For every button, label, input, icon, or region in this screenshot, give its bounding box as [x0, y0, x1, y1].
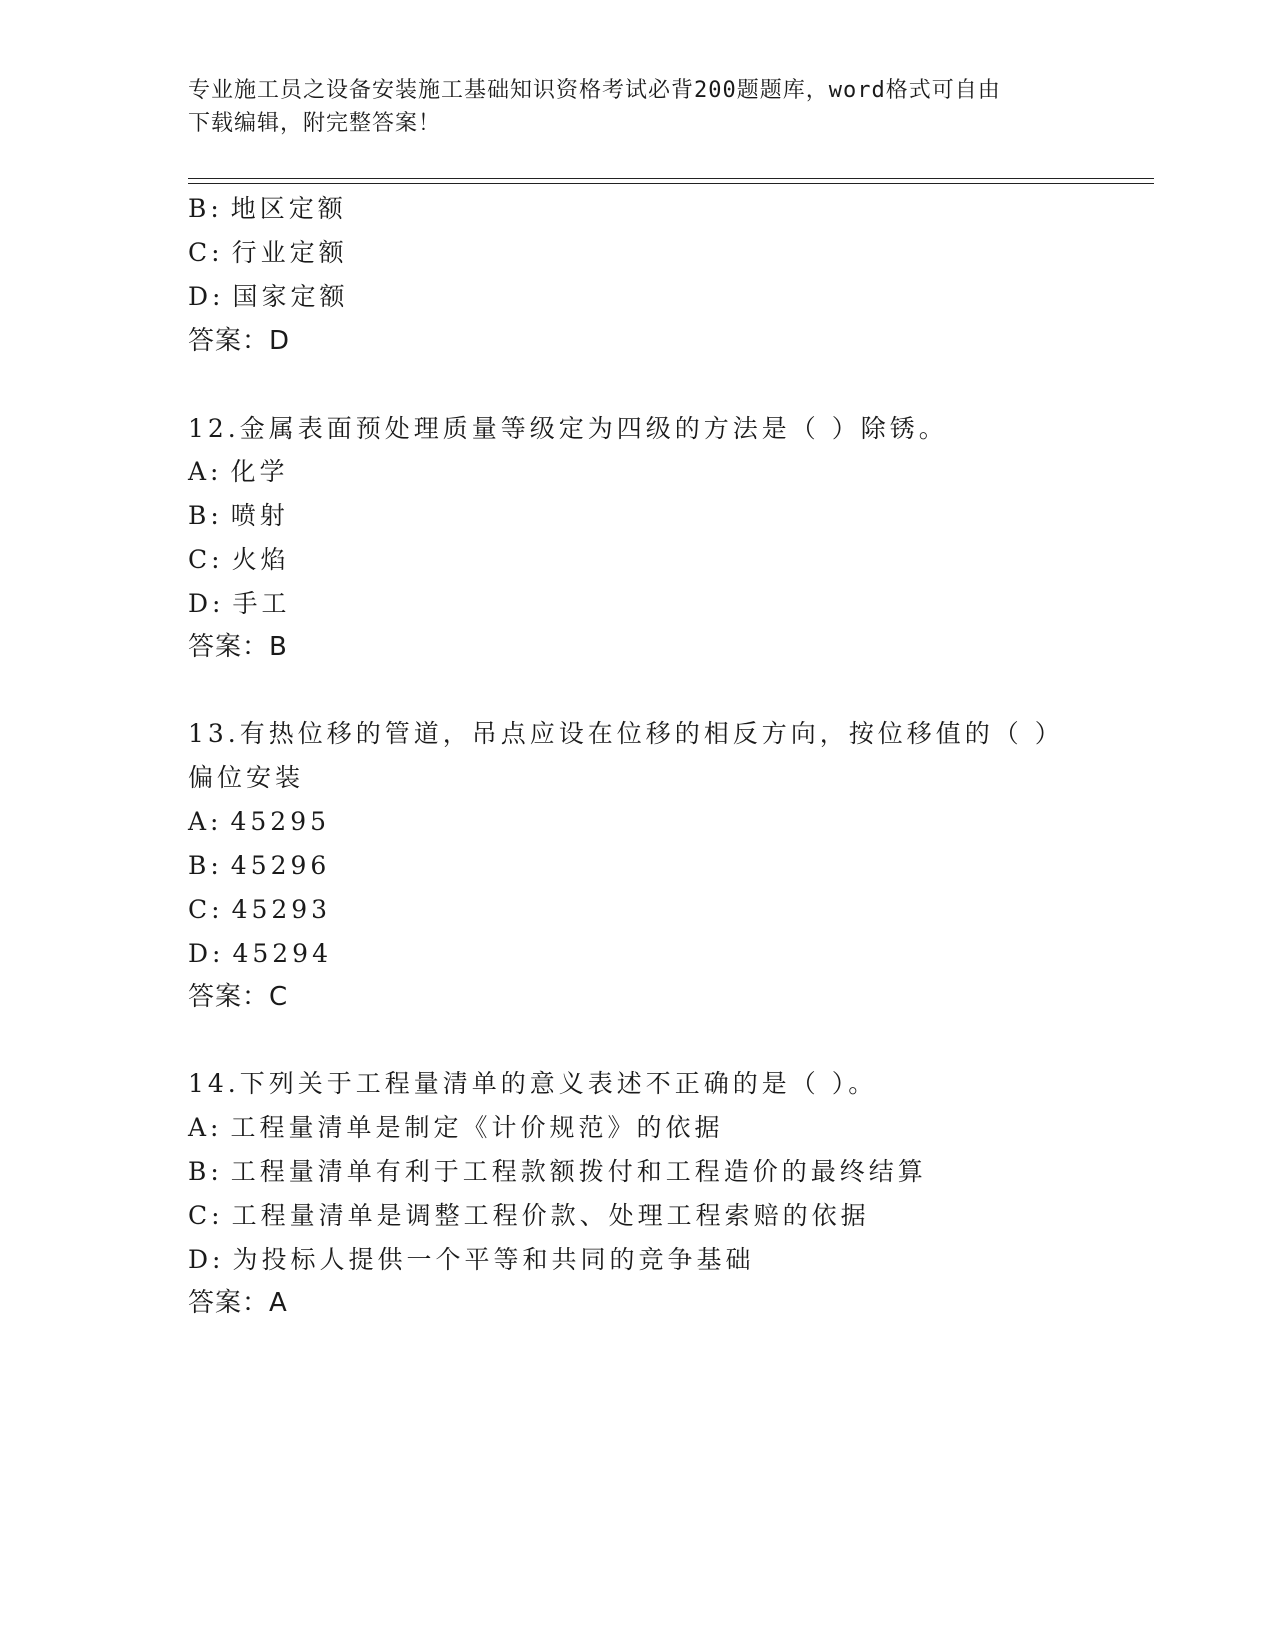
option-label: C:	[188, 238, 224, 267]
option-label: D:	[188, 589, 225, 618]
option-label: B:	[188, 501, 223, 530]
option-label: B:	[188, 194, 223, 223]
option-text: 45295	[230, 807, 331, 836]
q14-answer: 答案：A	[188, 1288, 288, 1318]
q12-option-c	[188, 544, 290, 576]
q11-answer: 答案：D	[188, 326, 291, 356]
option-text: 45294	[232, 939, 332, 968]
q12-option-d	[188, 588, 290, 620]
header-line-2: 下载编辑，附完整答案！	[188, 111, 442, 136]
q12-option-b	[188, 500, 289, 532]
option-text: 工程量清单有利于工程款额拨付和工程造价的最终结算	[230, 1157, 927, 1186]
option-label: D:	[188, 282, 225, 311]
option-text: 工程量清单是调整工程价款、处理工程索赔的依据	[231, 1201, 870, 1230]
option-label: B:	[188, 1157, 223, 1186]
q13-option-d	[188, 938, 332, 970]
header-divider-top	[188, 178, 1154, 179]
option-label: C:	[188, 545, 224, 574]
option-text: 手工	[232, 589, 291, 618]
document-header	[188, 74, 1068, 140]
option-text: 火焰	[231, 545, 290, 574]
option-text: 喷射	[230, 501, 289, 530]
option-text: 地区定额	[230, 194, 347, 223]
q13-question-line-2: 偏位安装	[188, 763, 305, 792]
option-label: A:	[188, 807, 223, 836]
q13-option-b	[188, 850, 330, 882]
option-text: 化学	[230, 457, 289, 486]
q13-question-line-1: 13.有热位移的管道，吊点应设在位移的相反方向，按位移值的（ ）	[188, 719, 1064, 748]
q14-option-c	[188, 1200, 870, 1232]
option-label: B:	[188, 851, 223, 880]
option-label: D:	[188, 1245, 225, 1274]
q14-option-d	[188, 1244, 754, 1276]
option-text: 45293	[231, 895, 332, 924]
q13-option-a	[188, 806, 330, 838]
option-text: 为投标人提供一个平等和共同的竞争基础	[232, 1245, 755, 1274]
q13-answer: 答案：C	[188, 982, 289, 1012]
option-label: A:	[188, 1113, 223, 1142]
q14-question: 14.下列关于工程量清单的意义表述不正确的是（ ）。	[188, 1069, 878, 1098]
option-text: 工程量清单是制定《计价规范》的依据	[230, 1113, 724, 1142]
option-text: 行业定额	[231, 238, 348, 267]
option-label: C:	[188, 1201, 224, 1230]
option-text: 国家定额	[232, 282, 349, 311]
q13-option-c	[188, 894, 331, 926]
option-label: A:	[188, 457, 223, 486]
q12-question: 12.金属表面预处理质量等级定为四级的方法是（ ）除锈。	[188, 414, 948, 443]
option-label: C:	[188, 895, 224, 924]
q14-option-b	[188, 1156, 927, 1188]
q11-option-d	[188, 281, 348, 313]
header-divider-bottom	[188, 183, 1154, 184]
header-line-1: 专业施工员之设备安装施工基础知识资格考试必背200题题库，word格式可自由	[188, 78, 1001, 103]
q11-option-b	[188, 193, 347, 225]
q11-option-c	[188, 237, 348, 269]
q12-answer: 答案：B	[188, 632, 288, 662]
option-label: D:	[188, 939, 225, 968]
q12-option-a	[188, 456, 289, 488]
option-text: 45296	[230, 851, 331, 880]
q14-option-a	[188, 1112, 724, 1144]
